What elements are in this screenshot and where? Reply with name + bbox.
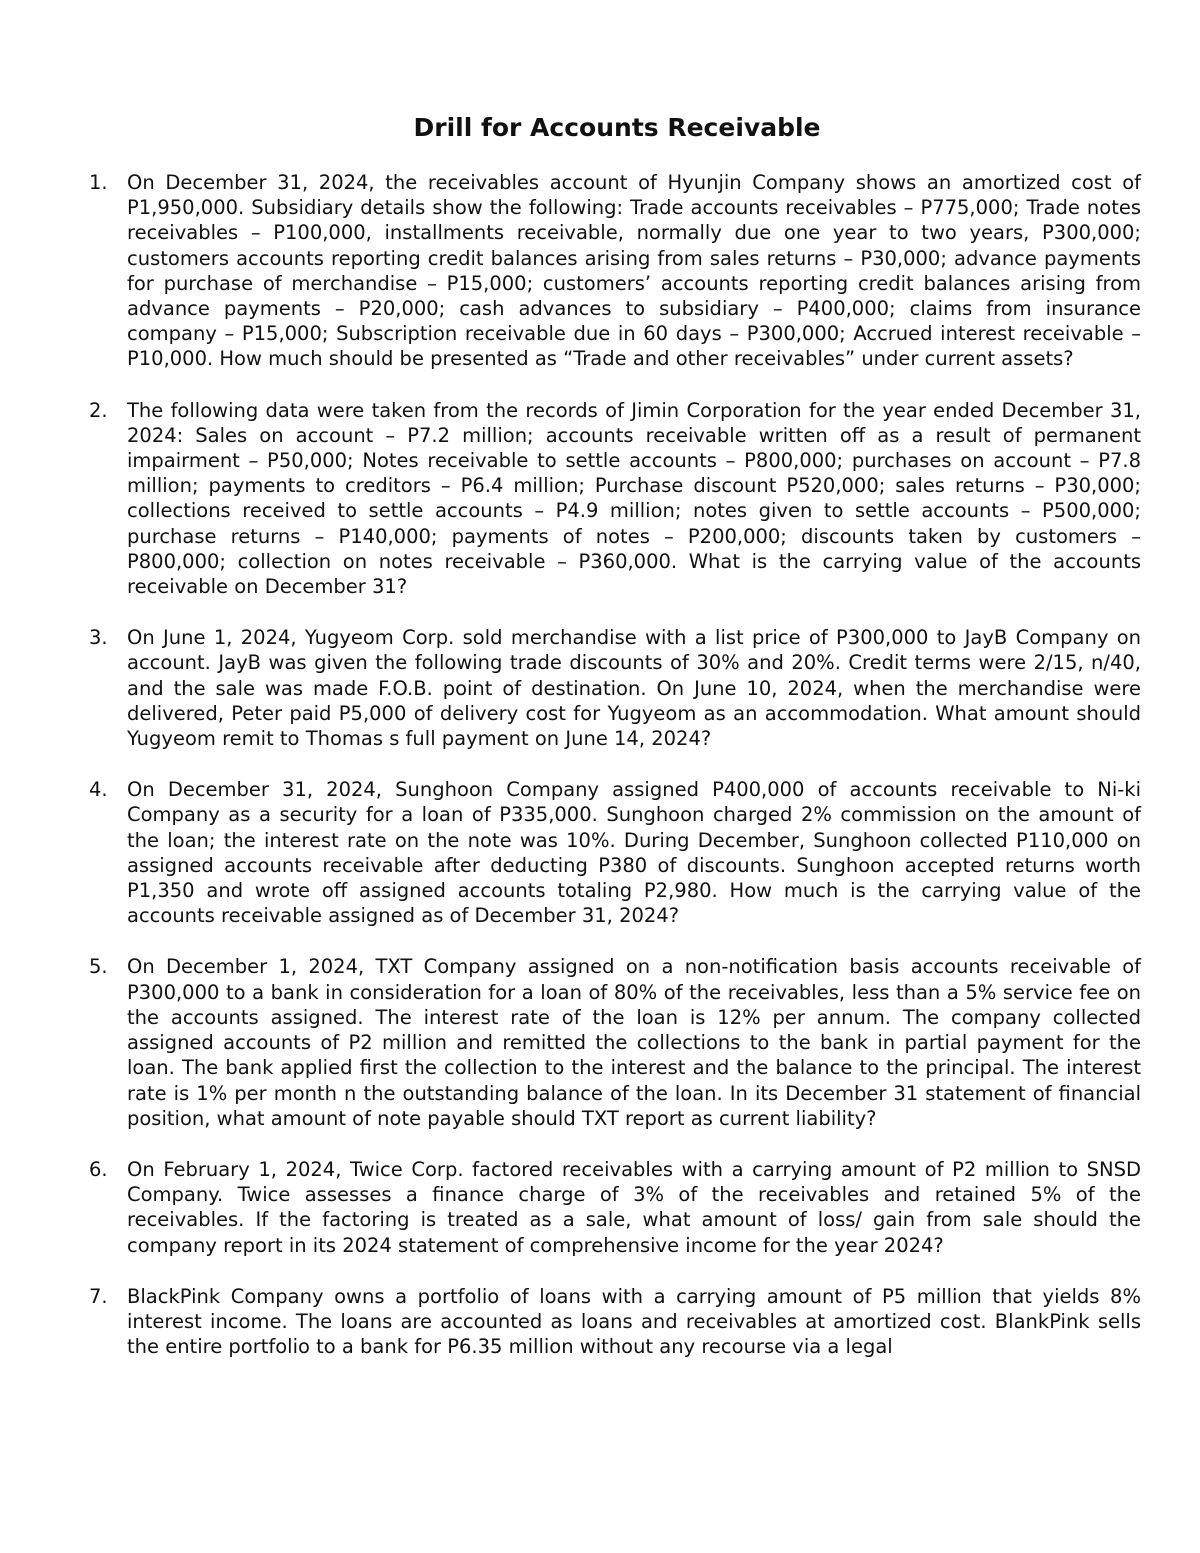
- question-text: On February 1, 2024, Twice Corp. factored receivables with a carrying amount of P2 million to SNSD Company. Twice assesses a finance charge of 3% of the receivables and retained 5% of the receivables. If the factoring is treated as a sale, what amount of loss/ gain from sale should the company report in its 2024 statement of comprehensive income for the year 2024?: [127, 1157, 1141, 1257]
- question-1: [89, 170, 1141, 372]
- question-text: On December 1, 2024, TXT Company assigned on a non-notification basis accounts receivable of P300,000 to a bank in consideration for a loan of 80% of the receivables, less than a 5% service fee on the accounts assigned. The interest rate of the loan is 12% per annum. The company collected assigned accounts of P2 million and remitted the collections to the bank in partial payment for the loan. The bank applied first the collection to the interest and the balance to the principal. The interest rate is 1% per month n the outstanding balance of the loan. In its December 31 statement of financial position, what amount of note payable should TXT report as current liability?: [127, 955, 1141, 1130]
- question-text: On June 1, 2024, Yugyeom Corp. sold merchandise with a list price of P300,000 to JayB Company on account. JayB was given the following trade discounts of 30% and 20%. Credit terms were 2/15, n/40, and the sale was made F.O.B. point of destination. On June 10, 2024, when the merchandise were delivered, Peter paid P5,000 of delivery cost for Yugyeom as an accommodation. What amount should Yugyeom remit to Thomas s full payment on June 14, 2024?: [127, 626, 1141, 751]
- question-7: [89, 1284, 1141, 1360]
- question-text: BlackPink Company owns a portfolio of loans with a carrying amount of P5 million that yields 8% interest income. The loans are accounted as loans and receivables at amortized cost. BlankPink sells the entire portfolio to a bank for P6.35 million without any recourse via a legal: [127, 1284, 1141, 1359]
- question-number: 5.: [89, 955, 108, 979]
- question-number: 7.: [89, 1284, 108, 1308]
- question-2: [89, 398, 1141, 600]
- question-number: 6.: [89, 1157, 108, 1181]
- question-4: [89, 777, 1141, 928]
- question-number: 3.: [89, 626, 108, 650]
- question-text: The following data were taken from the records of Jimin Corporation for the year ended December 31, 2024: Sales on account – P7.2 million; accounts receivable written off as a result of permanent impairment – P50,000; Notes receivable to settle accounts – P800,000; purchases on account – P7.8 million; payments to creditors – P6.4 million; Purchase discount P520,000; sales returns – P30,000; collections received to settle accounts – P4.9 million; notes given to settle accounts – P500,000; purchase returns – P140,000; payments of notes – P200,000; discounts taken by customers – P800,000; collection on notes receivable – P360,000. What is the carrying value of the accounts receivable on December 31?: [127, 398, 1141, 599]
- question-text: On December 31, 2024, the receivables account of Hyunjin Company shows an amortized cost of P1,950,000. Subsidiary details show the following: Trade accounts receivables – P775,000; Trade notes receivables – P100,000, installments receivable, normally due one year to two years, P300,000; customers accounts reporting credit balances arising from sales returns – P30,000; advance payments for purchase of merchandise – P15,000; customers’ accounts reporting credit balances arising from advance payments – P20,000; cash advances to subsidiary – P400,000; claims from insurance company – P15,000; Subscription receivable due in 60 days – P300,000; Accrued interest receivable – P10,000. How much should be presented as “Trade and other receivables” under current assets?: [127, 171, 1141, 371]
- question-3: [89, 625, 1141, 751]
- page-title: Drill for Accounts Receivable: [413, 113, 821, 142]
- question-text: On December 31, 2024, Sunghoon Company assigned P400,000 of accounts receivable to Ni-ki Company as a security for a loan of P335,000. Sunghoon charged 2% commission on the amount of the loan; the interest rate on the note was 10%. During December, Sunghoon collected P110,000 on assigned accounts receivable after deducting P380 of discounts. Sunghoon accepted returns worth P1,350 and wrote off assigned accounts totaling P2,980. How much is the carrying value of the accounts receivable assigned as of December 31, 2024?: [127, 778, 1141, 928]
- question-number: 2.: [89, 398, 108, 422]
- question-number: 1.: [89, 171, 108, 194]
- question-number: 4.: [89, 778, 108, 802]
- question-5: [89, 954, 1141, 1130]
- question-list: [89, 170, 1141, 1385]
- question-6: [89, 1157, 1141, 1258]
